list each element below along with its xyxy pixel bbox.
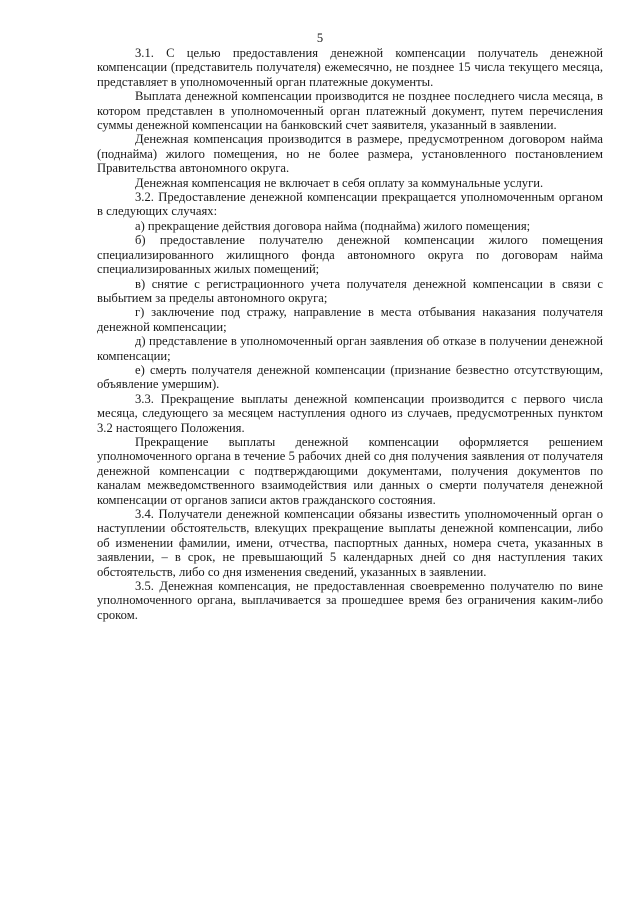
list-item-e: е) смерть получателя денежной компенсации (признание безвестно отсутствующим, объявление умершим). [97,362,603,392]
paragraph-3-4: 3.4. Получатели денежной компенсации обязаны известить уполномоченный орган о наступлении обстоятельств, влекущих прекращение выплаты денежной компенсации, либо об изменении фамилии, имени, отчества, паспортных данных, номера счета, указанных в заявлении, – в срок, не превышающий 5 календарных дней со дня наступления таких обстоятельств, либо со дня изменения сведений, указанных в заявлении. [97,507,603,579]
list-item-v: в) снятие с регистрационного учета получателя денежной компенсации в связи с выбытием за пределы автономного округа; [97,276,603,305]
paragraph-3-3: 3.3. Прекращение выплаты денежной компенсации производится с первого числа месяца, следующего за месяцем наступления одного из случаев, предусмотренных пунктом 3.2 настоящего Положения. [97,391,603,435]
paragraph-3-1: 3.1. С целью предоставления денежной компенсации получатель денежной компенсации (представитель получателя) ежемесячно, не позднее 15 числа текущего месяца, представляет в уполномоченный орган платежные документы. [97,46,603,89]
paragraph-payment-terms: Выплата денежной компенсации производится не позднее последнего числа месяца, в котором представлен в уполномоченный орган платежный документ, путем перечисления суммы денежной компенсации на банковский счет заявителя, указанный в заявлении. [97,89,603,133]
paragraph-3-2: 3.2. Предоставление денежной компенсации прекращается уполномоченным органом в следующих случаях: [97,190,603,219]
document-body [97,46,603,622]
list-item-g: г) заключение под стражу, направление в места отбывания наказания получателя денежной компенсации; [97,305,603,334]
list-item-a: а) прекращение действия договора найма (поднайма) жилого помещения; [135,218,531,233]
paragraph-termination-decision: Прекращение выплаты денежной компенсации оформляется решением уполномоченного органа в течение 5 рабочих дней со дня получения заявления от получателя денежной компенсации с подтверждающими документами, получения документов по каналам межведомственного взаимодействия или данных о смерти получателя денежной компенсации от органов записи актов гражданского состояния. [97,434,603,507]
list-item-d: д) представление в уполномоченный орган заявления об отказе в получении денежной компенсации; [97,334,603,363]
paragraph-compensation-amount: Денежная компенсация производится в размере, предусмотренном договором найма (поднайма) жилого помещения, но не более размера, установленного постановлением Правительства автономного округа. [97,132,603,176]
paragraph-utilities-exclusion: Денежная компенсация не включает в себя оплату за коммунальные услуги. [135,175,544,190]
page-number: 5 [316,31,324,45]
list-item-b: б) предоставление получателю денежной компенсации жилого помещения специализированного жилищного фонда автономного округа по договорам найма специализированных жилых помещений; [97,233,603,277]
paragraph-3-5: 3.5. Денежная компенсация, не предоставленная своевременно получателю по вине уполномоченного органа, выплачивается за прошедшее время без ограничения каким-либо сроком. [97,579,603,622]
